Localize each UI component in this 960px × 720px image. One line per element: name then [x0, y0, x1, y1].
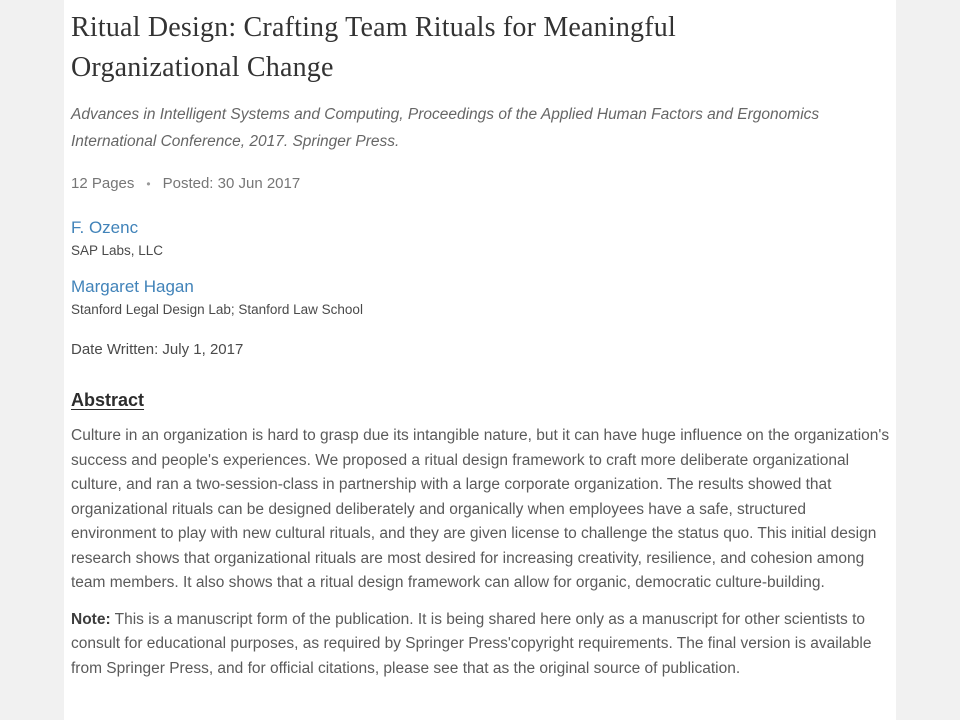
posted-date: Posted: 30 Jun 2017	[162, 175, 301, 192]
note-paragraph	[71, 608, 890, 682]
author-affiliation: Stanford Legal Design Lab; Stanford Law School	[71, 302, 363, 317]
paper-meta-row	[71, 175, 890, 192]
page-title: Ritual Design: Crafting Team Rituals for Meaningful Organizational Change	[71, 12, 676, 83]
pages-count: 12 Pages	[71, 175, 135, 192]
date-written: Date Written: July 1, 2017	[71, 341, 244, 358]
content-sheet	[64, 0, 896, 720]
bullet-separator: •	[146, 176, 151, 191]
paper-subtitle: Advances in Intelligent Systems and Computing, Proceedings of the Applied Human Factors and Ergonomics International Conference, 2017. Springer Press.	[71, 106, 820, 150]
author-affiliation: SAP Labs, LLC	[71, 243, 164, 258]
author-block-1	[71, 192, 890, 258]
note-label: Note:	[71, 610, 111, 628]
note-text: This is a manuscript form of the publication. It is being shared here only as a manuscript for other scientists to consult for educational purposes, as required by Springer Press'copyright requirements. The final version is available from Springer Press, and for official citations, please see that as the original source of publication.	[71, 610, 872, 677]
author-link-f-ozenc[interactable]: F. Ozenc	[71, 218, 139, 237]
abstract-text: Culture in an organization is hard to grasp due its intangible nature, but it can have huge influence on the organization's success and people's experiences. We proposed a ritual design framework to craft more deliberate organizational culture, and ran a two-session-class in partnership with a large corporate organization. The results showed that organizational rituals can be designed deliberately and organically when employees have a safe, structured environment to play with new cultural rituals, and they are given license to challenge the status quo. This initial design research shows that organizational rituals are most desired for increasing creativity, resilience, and cohesion among team members. It also shows that a ritual design framework can allow for organic, democratic culture-building.	[71, 427, 890, 591]
abstract-heading: Abstract	[71, 390, 145, 410]
author-link-margaret-hagan[interactable]: Margaret Hagan	[71, 277, 194, 296]
author-block-2	[71, 258, 890, 317]
